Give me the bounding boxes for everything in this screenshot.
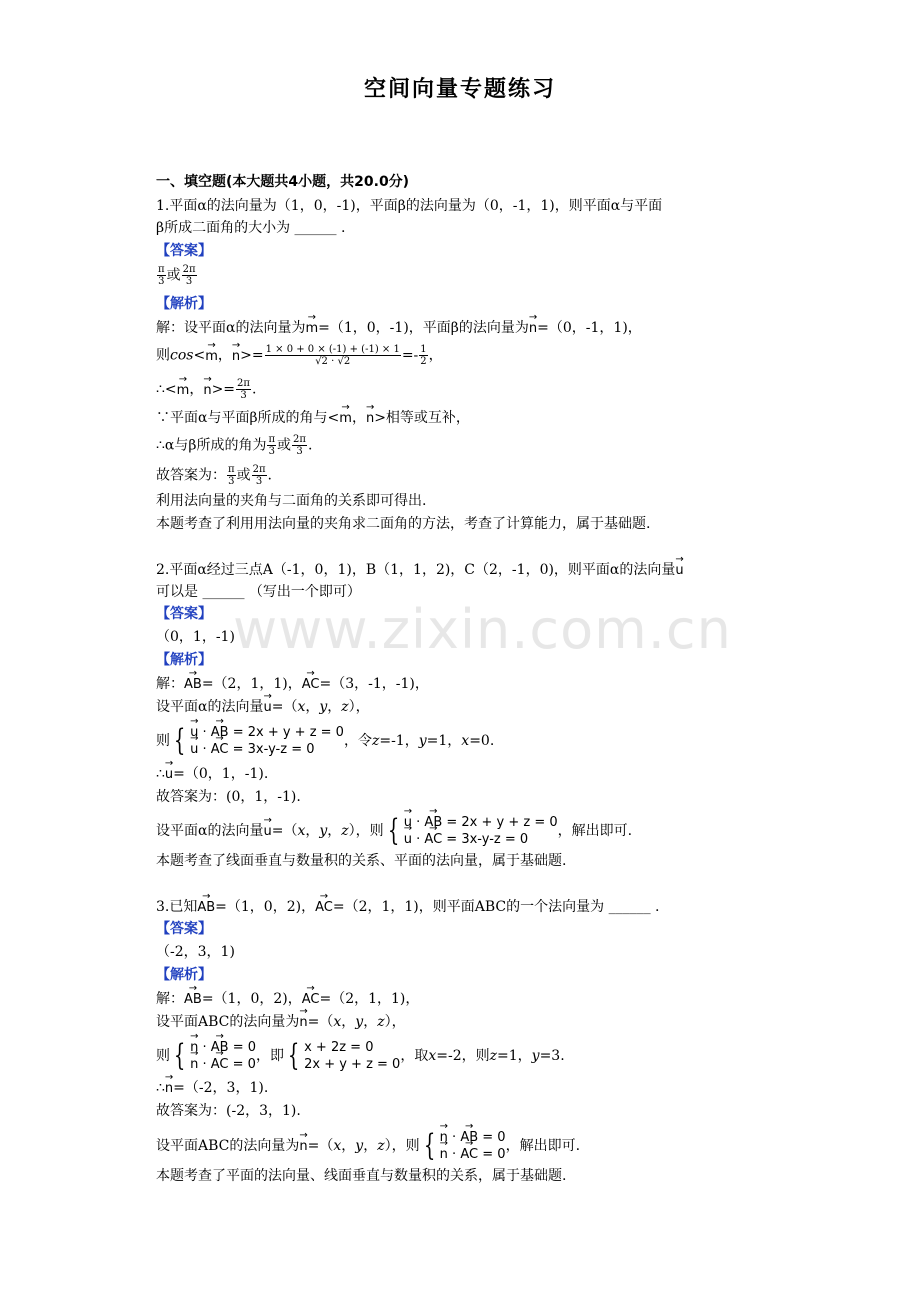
q3-solution-line7: 本题考查了平面的法向量、线面垂直与数量积的关系，属于基础题. xyxy=(156,1168,567,1184)
equation-system: { → u · → AB = 2x + y + z = 0 → u · → AC = 3x-y-z = 0 xyxy=(384,814,558,848)
cosine-fraction: $\frac{1 \times 0 + 0 \times (-1) + (-1) \times 1}{√2 \cdot √2}$ xyxy=(265,344,400,367)
vector-n: → n xyxy=(529,319,537,339)
q2-answer: （0，1，-1) xyxy=(156,629,235,645)
section-heading: 一、填空题(本大题共4小题，共20.0分) xyxy=(156,174,410,190)
fraction-pi-over-3: $\frac{\pi}{3}$ xyxy=(158,264,165,287)
q3-solution-line3: 则 { → n · → AB = 0 → n · → AC = 0 ，即 { x + 2z = 0 2x + y + z = 0 ，取x=-2，则z=1，y=3. xyxy=(156,1039,565,1073)
q3-answer: （-2，3，1) xyxy=(156,944,235,960)
equation-system: { → u · → AB = 2x + y + z = 0 → u · → AC = 3x-y-z = 0 xyxy=(170,724,344,758)
q1-solution-line8: 本题考查了利用用法向量的夹角求二面角的方法，考查了计算能力，属于基础题. xyxy=(156,516,651,532)
q2-solution-line2: 设平面α的法向量→ u=（x，y，z）， xyxy=(156,697,370,718)
q2-solution-line1: 解：→ AB=（2，1，1)，→ AC=（3，-1，-1)， xyxy=(156,674,429,695)
q1-analysis-label: 【解析】 xyxy=(156,296,212,312)
q2-stem-line2: 可以是 ______ （写出一个即可） xyxy=(156,584,361,600)
vector-m: → m xyxy=(305,319,318,339)
q2-solution-line7: 本题考查了线面垂直与数量积的关系、平面的法向量，属于基础题. xyxy=(156,853,567,869)
watermark: www.zixin.com.cn xyxy=(233,598,732,661)
q1-stem-line2: β所成二面角的大小为 ______ . xyxy=(156,220,346,236)
q3-analysis-label: 【解析】 xyxy=(156,967,212,983)
q2-solution-line4: ∴→ u=（0，1，-1). xyxy=(156,764,268,785)
q3-solution-line4: ∴→ n=（-2，3，1). xyxy=(156,1078,268,1099)
q3-answer-label: 【答案】 xyxy=(156,921,212,937)
q1-stem-line1: 1.平面α的法向量为（1，0，-1)，平面β的法向量为（0，-1，1)，则平面α与平面 xyxy=(156,198,663,214)
q1-solution-line3: ∴<→ m，→ n>= $\frac{2\pi}{3}$ . xyxy=(156,378,256,401)
q1-solution-line4: ∵平面α与平面β所成的角与<→ m，→ n>相等或互补， xyxy=(156,408,470,429)
equation-system: { x + 2z = 0 2x + y + z = 0 xyxy=(287,1038,401,1073)
equation-system: { → n · → AB = 0 → n · → AC = 0 xyxy=(170,1039,256,1073)
fraction-2pi-over-3: $\frac{2\pi}{3}$ xyxy=(182,264,196,287)
q2-answer-label: 【答案】 xyxy=(156,606,212,622)
q3-solution-line2: 设平面ABC的法向量为→ n=（x，y，z）， xyxy=(156,1012,406,1033)
q3-stem-line1: 3.已知→ AB=（1，0，2)，→ AC=（2，1，1)，则平面ABC的一个法向量为 ______ . xyxy=(156,897,659,918)
q2-solution-line3: 则 { → u · → AB = 2x + y + z = 0 → u · → AC = 3x-y-z = 0 ，令z=-1，y=1，x=0. xyxy=(156,724,494,758)
q1-answer: $\frac{\pi}{3}$ 或 $\frac{2\pi}{3}$ xyxy=(158,264,196,287)
q3-solution-line6: 设平面ABC的法向量为→ n=（x，y，z），则 { → n · → AB = 0 → n · → AC = 0 ，解出即可. xyxy=(156,1129,580,1163)
q1-solution-line7: 利用法向量的夹角与二面角的关系即可得出. xyxy=(156,493,427,509)
fraction-one-half: $\frac{1}{2}$ xyxy=(420,344,427,367)
q1-solution-line6: 故答案为： $\frac{\pi}{3}$ 或 $\frac{2\pi}{3}$ . xyxy=(156,464,272,487)
q2-analysis-label: 【解析】 xyxy=(156,652,212,668)
page-title: 空间向量专题练习 xyxy=(363,77,556,102)
equation-system: { → n · → AB = 0 → n · → AC = 0 xyxy=(420,1129,506,1163)
q2-solution-line6: 设平面α的法向量→ u=（x，y，z），则 { → u · → AB = 2x + y + z = 0 → u · → AC = 3x-y-z = 0 ，解出即可. xyxy=(156,814,632,848)
q2-stem-line1: 2.平面α经过三点A（-1，0，1)，B（1，1，2)，C（2，-1，0)，则平面α的法向量→ u xyxy=(156,560,684,581)
q1-solution-line2: 则cos<→ m，→ n>= $\frac{1 \times 0 + 0 \times (-1) + (-1) \times 1}{√2 \cdot √2}$ =- $\frac{1}{2}$ ， xyxy=(156,344,443,367)
q1-answer-label: 【答案】 xyxy=(156,243,212,259)
q1-solution-line5: ∴α与β所成的角为 $\frac{\pi}{3}$ 或 $\frac{2\pi}{3}$ . xyxy=(156,434,313,457)
q3-solution-line5: 故答案为：(-2，3，1). xyxy=(156,1103,301,1119)
q1-solution-line1: 解：设平面α的法向量为→ m=（1，0，-1)，平面β的法向量为→ n=（0，-1，1)， xyxy=(156,318,642,339)
q2-solution-line5: 故答案为：(0，1，-1). xyxy=(156,789,301,805)
q3-solution-line1: 解：→ AB=（1，0，2)，→ AC=（2，1，1)， xyxy=(156,989,419,1010)
